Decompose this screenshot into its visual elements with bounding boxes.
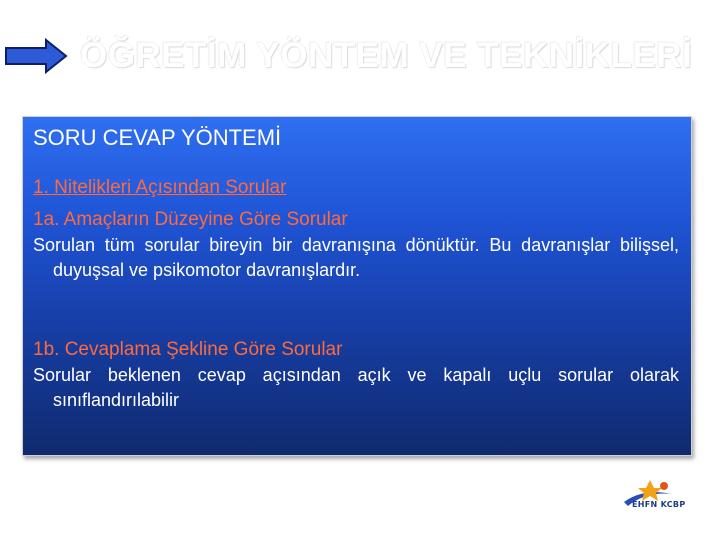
- section-title: SORU CEVAP YÖNTEMİ: [33, 125, 282, 150]
- right-arrow-icon: [4, 38, 68, 74]
- heading-1b: 1b. Cevaplama Şekline Göre Sorular: [33, 339, 343, 360]
- slide-title: ÖĞRETİM YÖNTEM VE TEKNİKLERİ: [80, 36, 693, 75]
- logo-text: EHFN KCBP: [632, 500, 686, 509]
- paragraph-1b: Sorular beklenen cevap açısından açık ve kapalı uçlu sorular olarak sınıflandırılabilir: [33, 365, 679, 410]
- content-panel: [22, 116, 692, 456]
- heading-1: 1. Nitelikleri Açısından Sorular: [33, 177, 287, 198]
- paragraph-1a: Sorulan tüm sorular bireyin bir davranışına dönüktür. Bu davranışlar bilişsel, duyuşsal ve psikomotor davranışlardır.: [33, 235, 679, 280]
- heading-1a: 1a. Amaçların Düzeyine Göre Sorular: [33, 209, 348, 230]
